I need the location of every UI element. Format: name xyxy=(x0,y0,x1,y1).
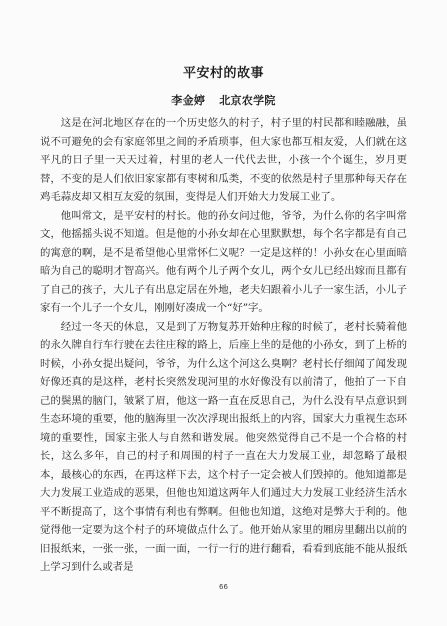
paragraph: 经过一冬天的休息，又是到了万物复苏开始种庄稼的时候了，老村长骑着他的永久牌自行车行驶在去往庄稼的路上，后座上坐的是他的小孙女，到了上桥的时候，小孙女提出疑问，爷爷，为什么这个河这么臭啊？老村长仔细闻了闻发现好像还真的是这样，老村长突然发现河里的水好像没有以前清了，他拍了一下自己的鬓黑的脑门，皱紧了眉，他这一路一直在反思自己，为什么没有早点意识到生态环境的重要，他的脑海里一次次浮现出报纸上的内容，国家大力重视生态环境的重要性，国家主张人与自然和谐发展。他突然觉得自己不是一个合格的村长，这么多年，自己的村子和周围的村子一直在大力发展工业，却忽略了最根本，最核心的东西，在再这样下去，这个村子一定会被人们毁掉的。他知道都是大力发展工业造成的恶果，但他也知道这两年人们通过大力发展工业经济生活水平不断提高了，这个事情有利也有弊啊。但他也知道，这绝对是弊大于利的。他觉得他一定要为这个村子的环境做点什么了。他开始从家里的厢房里翻出以前的旧报纸来，一张一张，一面一面，一行一行的进行翻看，看看到底能不能从报纸上学习到什么或者是 xyxy=(40,320,407,573)
article-title: 平安村的故事 xyxy=(182,66,264,81)
paragraph: 这是在河北地区存在的一个历史悠久的村子，村子里的村民都和睦融融，虽说不可避免的会有家庭邻里之间的矛盾琐事，但大家也都互相友爱，人们就在这平凡的日子里一天天过着，村里的老人一代代去世，小孩一个个诞生，岁月更替，不变的是人们依旧家家都有枣树和瓜类，不变的依然是村子里那种每天存在鸡毛蒜皮却又相互友爱的氛围，变得是人们开始大力发展工业了。 xyxy=(40,117,407,203)
page-number: 66 xyxy=(219,583,228,591)
author-name: 李金婷 xyxy=(171,94,206,107)
author-school: 北京农学院 xyxy=(219,94,276,107)
byline xyxy=(0,92,447,108)
article-body xyxy=(40,114,407,577)
paragraph: 他叫常文，是平安村的村长。他的孙女问过他，爷爷，为什么你的名字叫常文，他摇摇头说不知道。但是他的小孙女却在心里默默想，每个名字都是有自己的寓意的啊，是不是希望他心里常怀仁义呢？一定是这样的！小孙女在心里面暗暗为自己的聪明才智高兴。他有两个儿子两个女儿，两个女儿已经出嫁而且都有了自己的孩子，大儿子有出息定居在外地，老夫妇跟着小儿子一家生活，小儿子家有一个儿子一个女儿，刚刚好凑成一个“好”字。 xyxy=(40,209,407,314)
